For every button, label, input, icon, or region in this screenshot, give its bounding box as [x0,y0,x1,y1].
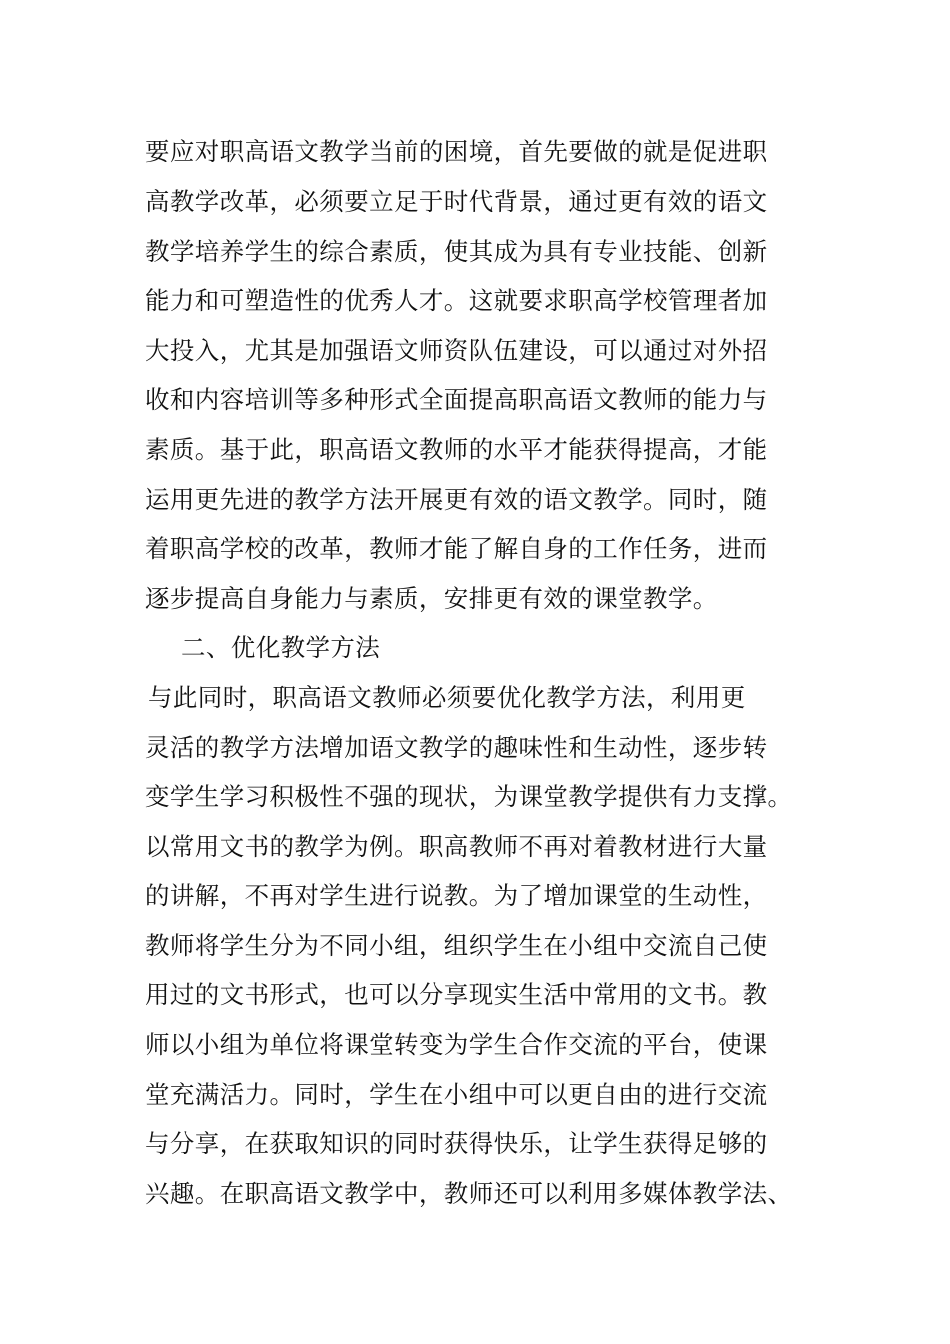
text-line: 灵活的教学方法增加语文教学的趣味性和生动性，逐步转 [145,733,768,762]
text-line: 高教学改革，必须要立足于时代背景，通过更有效的语文 [145,187,768,216]
text-line: 用过的文书形式，也可以分享现实生活中常用的文书。教 [145,980,768,1009]
text-line: 收和内容培训等多种形式全面提高职高语文教师的能力与 [145,385,768,414]
text-line: 能力和可塑造性的优秀人才。这就要求职高学校管理者加 [145,286,768,315]
text-line: 要应对职高语文教学当前的困境，首先要做的就是促进职 [145,137,768,166]
section-heading: 二、优化教学方法 [181,633,381,662]
text-line: 师以小组为单位将课堂转变为学生合作交流的平台，使课 [145,1030,768,1059]
text-line: 逐步提高自身能力与素质，安排更有效的课堂教学。 [145,584,718,613]
text-line: 堂充满活力。同时，学生在小组中可以更自由的进行交流 [145,1080,768,1109]
text-line: 与分享，在获取知识的同时获得快乐，让学生获得足够的 [145,1129,768,1158]
text-line: 以常用文书的教学为例。职高教师不再对着教材进行大量 [145,832,768,861]
text-line: 教师将学生分为不同小组，组织学生在小组中交流自己使 [145,931,768,960]
text-line: 教学培养学生的综合素质，使其成为具有专业技能、创新 [145,237,768,266]
text-line: 着职高学校的改革，教师才能了解自身的工作任务，进而 [145,534,768,563]
text-line: 与此同时，职高语文教师必须要优化教学方法，利用更 [148,683,746,712]
text-line: 大投入，尤其是加强语文师资队伍建设，可以通过对外招 [145,336,768,365]
text-line: 兴趣。在职高语文教学中，教师还可以利用多媒体教学法、 [145,1179,793,1208]
text-line: 运用更先进的教学方法开展更有效的语文教学。同时，随 [145,485,768,514]
text-line: 素质。基于此，职高语文教师的水平才能获得提高，才能 [145,435,768,464]
text-line: 变学生学习积极性不强的现状，为课堂教学提供有力支撑。 [145,782,793,811]
text-line: 的讲解，不再对学生进行说教。为了增加课堂的生动性， [145,881,768,910]
